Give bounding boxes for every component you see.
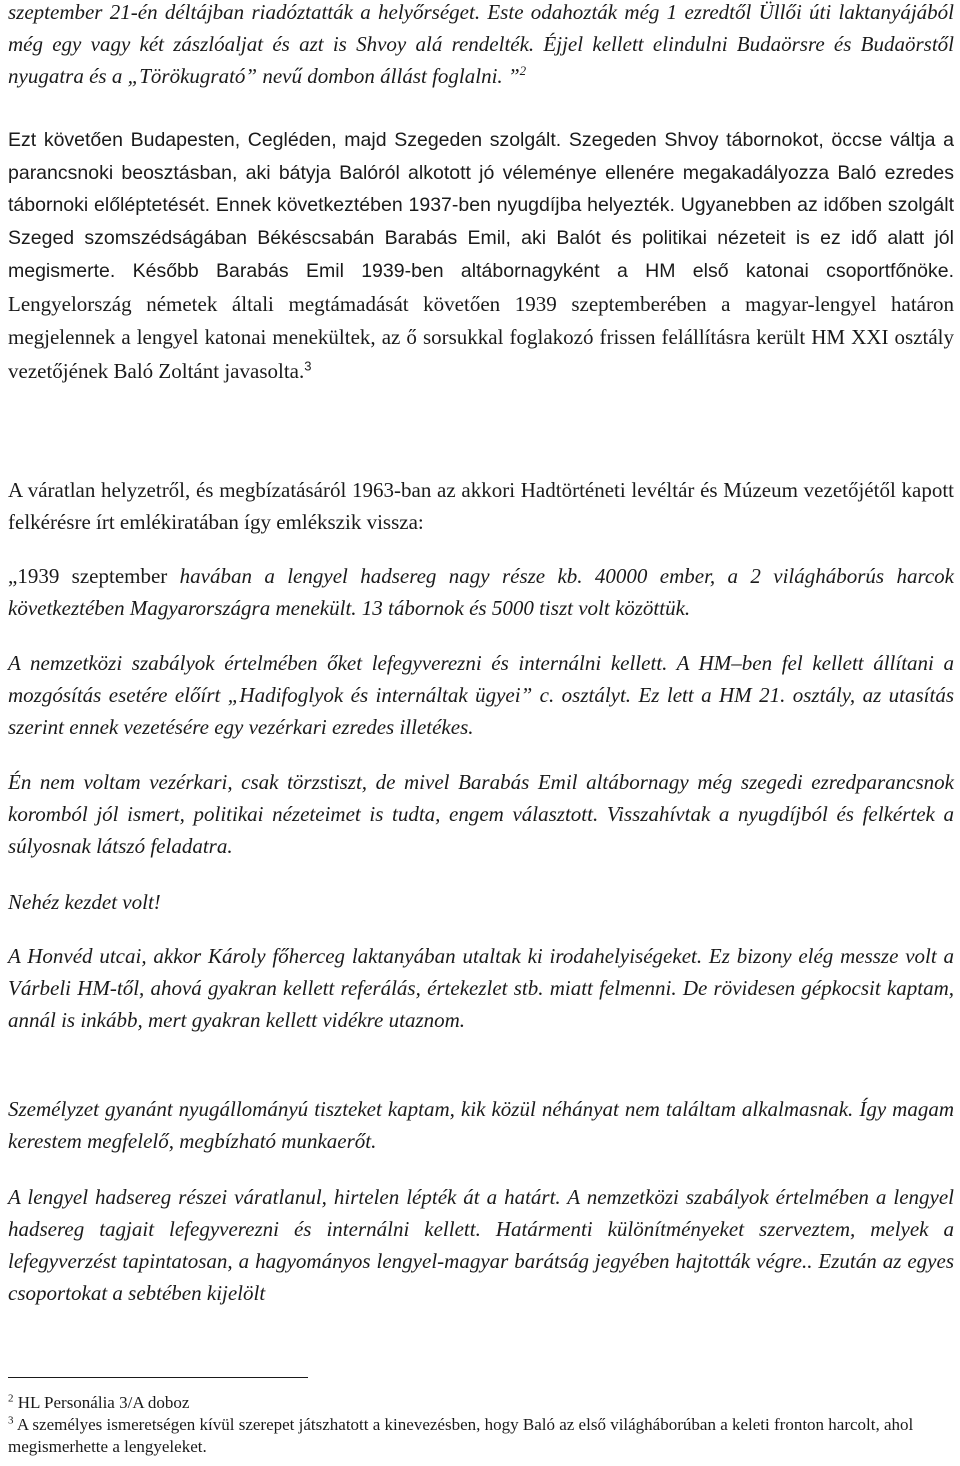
paragraph-8: A Honvéd utcai, akkor Károly főherceg laktanyában utaltak ki irodahelyiségeket. Ez bizony elég messze volt a Várbeli HM-től, ahová gyakran kellett referálás, értekezlet stb. miatt felmenni. De rövidesen gépkocsit kaptam, annál is inkább, mert gyakran kellett vidékre utaznom. (8, 944, 954, 1032)
footnote-2 (8, 1392, 954, 1414)
footnote-3-number: 3 (8, 1414, 14, 1427)
paragraph-5: A nemzetközi szabályok értelmében őket lefegyverezni és internálni kellett. A HM–ben fel kellett állítani a mozgósítás esetére előírt „Hadifoglyok és internáltak ügyei” c. osztályt. Ez lett a HM 21. osztály, az utasítás szerint ennek vezetésére egy vezérkari ezredes illetékes. (8, 651, 954, 739)
paragraph-4 (8, 560, 954, 624)
paragraph-2-text-sans: Ezt követően Budapesten, Cegléden, majd Szegeden szolgált. Szegeden Shvoy tábornokot, öccse váltja a parancsnoki beosztásban, aki bátyja Balóról alkotott jó véleménye ellenére megakadályozza Baló ezredes tábornoki előléptetését. Ennek következtében 1937-ben nyugdíjba helyezték. Ugyanebben az időben szolgált Szeged szomszédságában Békéscsabán Barabás Emil, aki Balót és politikai nézeteit is ez idő alatt jól megismerte. Később Barabás Emil 1939-ben altábornagyként a HM első katonai csoportfőnöke. (8, 129, 954, 282)
paragraph-2 (8, 124, 954, 389)
paragraph-10: A lengyel hadsereg részei váratlanul, hirtelen lépték át a határt. A nemzetközi szabályok értelmében a lengyel hadsereg tagjait lefegyverezni és internálni kellett. Határmenti különítményeket szerveztem, melyek a lefegyverzést tapintatosan, a hagyományos lengyel-magyar barátság jegyében hajtották végre.. Ezután az egyes csoportokat a sebtében kijelölt (8, 1185, 954, 1305)
paragraph-1-quote: ” (507, 64, 520, 88)
footnote-ref-2: 2 (519, 63, 527, 78)
footnote-divider (8, 1377, 308, 1378)
paragraph-1-text: szeptember 21-én déltájban riadóztatták a helyőrséget. Este odahozták még 1 ezredtől Üllői úti laktanyájából még egy vagy két zászlóaljat és azt is Shvoy alá rendelték. Éjjel kellett elindulni Budaörsre és Budaörstől nyugatra és a „Törökugrató” nevű dombon állást foglalni. (8, 0, 954, 88)
footnote-3-text: A személyes ismeretségen kívül szerepet játszhatott a kinevezésben, hogy Baló az első világháborúban a keleti fronton harcolt, ahol megismerhette a lengyeleket. (8, 1415, 914, 1456)
quote-opening: „1939 szeptember (8, 564, 180, 588)
footnote-2-text: HL Personália 3/A doboz (17, 1393, 190, 1412)
paragraph-9: Személyzet gyanánt nyugállományú tiszteket kaptam, kik közül néhányat nem találtam alkalmasnak. Így magam kerestem megfelelő, megbízható munkaerőt. (8, 1097, 954, 1153)
paragraph-2-text-serif: Lengyelország németek általi megtámadását követően 1939 szeptemberében a magyar-lengyel határon megjelennek a lengyel katonai menekültek, az ő sorsukkal foglakozó frissen felállításra került HM XXI osztály vezetőjének Baló Zoltánt javasolta. (8, 291, 954, 383)
paragraph-7: Nehéz kezdet volt! (8, 890, 161, 914)
footnote-3 (8, 1414, 954, 1458)
paragraph-3: A váratlan helyzetről, és megbízatásáról 1963-ban az akkori Hadtörténeti levéltár és Múzeum vezetőjétől kapott felkérésre írt emlékiratában így emlékszik vissza: (8, 478, 954, 534)
paragraph-6: Én nem voltam vezérkari, csak törzstiszt, de mivel Barabás Emil altábornagy még szegedi ezredparancsnok koromból jól ismert, politikai nézeteimet is tudta, engem választott. Visszahívtak a nyugdíjból és felkértek a súlyosnak látszó feladatra. (8, 770, 954, 858)
quote-text: havában a lengyel hadsereg nagy része kb. 40000 ember, a 2 világháborús harcok következtében Magyarországra menekült. 13 tábornok és 5000 tiszt volt közöttük. (8, 564, 954, 620)
paragraph-1 (8, 0, 954, 92)
footnote-ref-3: 3 (304, 358, 312, 374)
footnote-2-number: 2 (8, 1392, 14, 1405)
